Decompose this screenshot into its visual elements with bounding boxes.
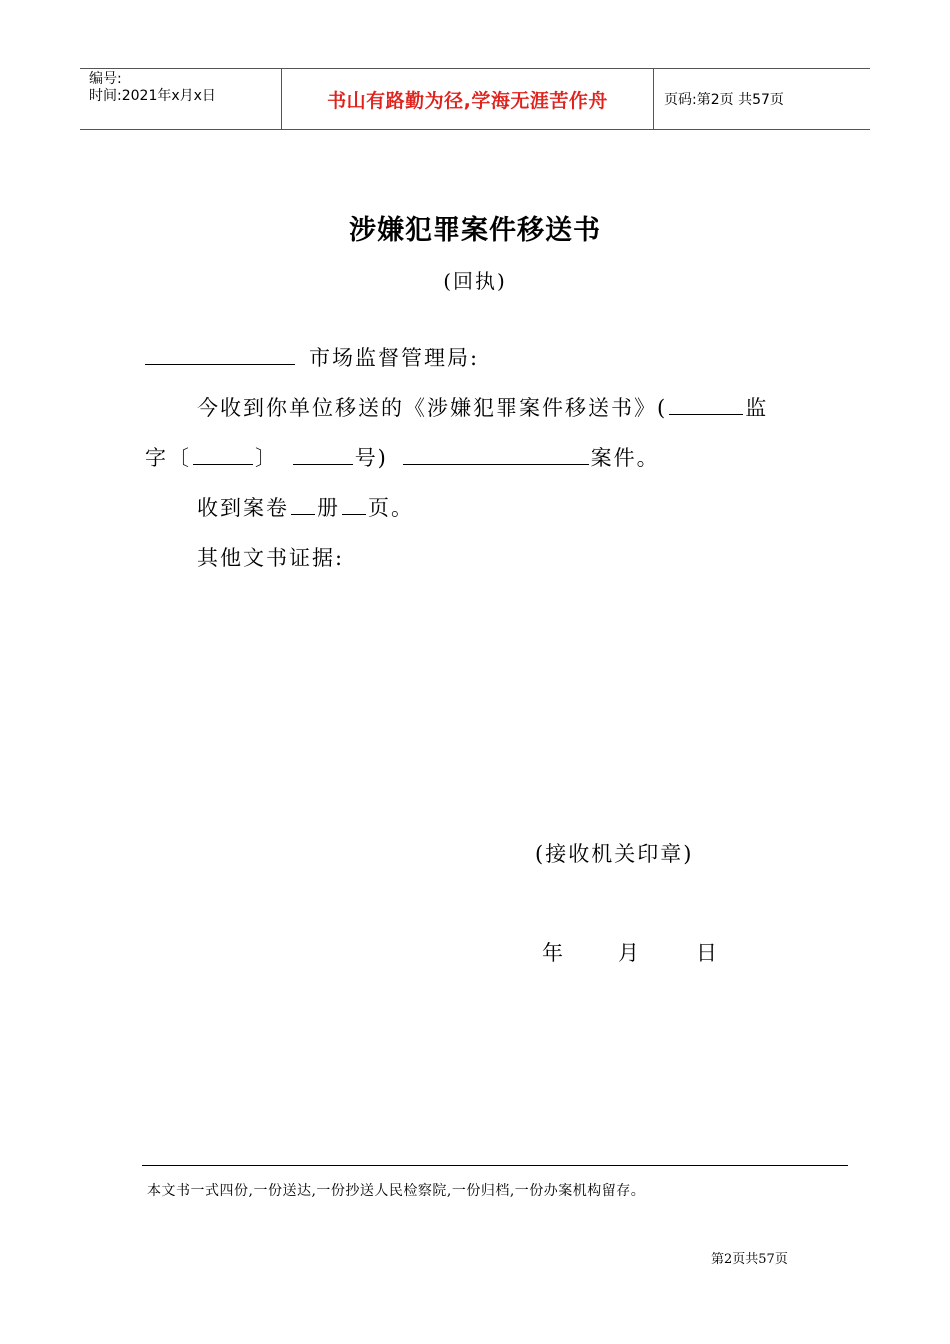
para3-blank-pages: [342, 513, 366, 515]
date-month: 月: [618, 941, 639, 965]
para3-text-b: 册: [317, 496, 340, 520]
paragraph-3: [197, 492, 414, 522]
header-page-info: 页码:第2页 共57页: [664, 92, 784, 108]
para2-blank-year: [193, 463, 253, 465]
para2-text-c: 号): [354, 446, 388, 470]
para1-blank: [669, 413, 743, 415]
addressee-blank: [145, 363, 295, 365]
para2-text-b: 〕: [255, 446, 278, 470]
footer-divider: [142, 1165, 848, 1166]
paragraph-4: 其他文书证据:: [197, 546, 345, 570]
para2-blank-number: [293, 463, 353, 465]
paragraph-1: [197, 392, 768, 422]
header-number-label: 编号:: [89, 71, 122, 87]
header-motto-cell: [282, 69, 654, 129]
header-motto: 书山有路勤为径,学海无涯苦作舟: [327, 89, 608, 112]
date-day: 日: [696, 941, 717, 965]
addressee-line: [145, 342, 479, 372]
para2-blank-case: [403, 463, 589, 465]
date-year: 年: [542, 941, 563, 965]
para1-text-b: 监: [745, 396, 769, 420]
addressee-text: 市场监督管理局:: [309, 346, 480, 370]
header-meta: [80, 69, 282, 129]
para2-text-d: 案件。: [590, 446, 660, 470]
para1-text-a: 今收到你单位移送的《涉嫌犯罪案件移送书》(: [197, 396, 668, 420]
paragraph-2: [145, 442, 660, 472]
receiving-seal-label: (接收机关印章): [535, 842, 694, 866]
para3-blank-volumes: [291, 513, 315, 515]
document-title: 涉嫌犯罪案件移送书: [349, 215, 601, 246]
footer-page-number: 第2页共57页: [711, 1252, 788, 1267]
document-subtitle: (回执): [443, 269, 507, 293]
footer-note: 本文书一式四份,一份送达,一份抄送人民检察院,一份归档,一份办案机构留存。: [147, 1183, 646, 1199]
header-time-label: 时间:2021年x月x日: [89, 88, 216, 104]
para2-text-a: 字〔: [145, 446, 191, 470]
para3-text-a: 收到案卷: [197, 496, 289, 520]
para3-text-c: 页。: [368, 496, 414, 520]
page-header: [80, 68, 870, 130]
